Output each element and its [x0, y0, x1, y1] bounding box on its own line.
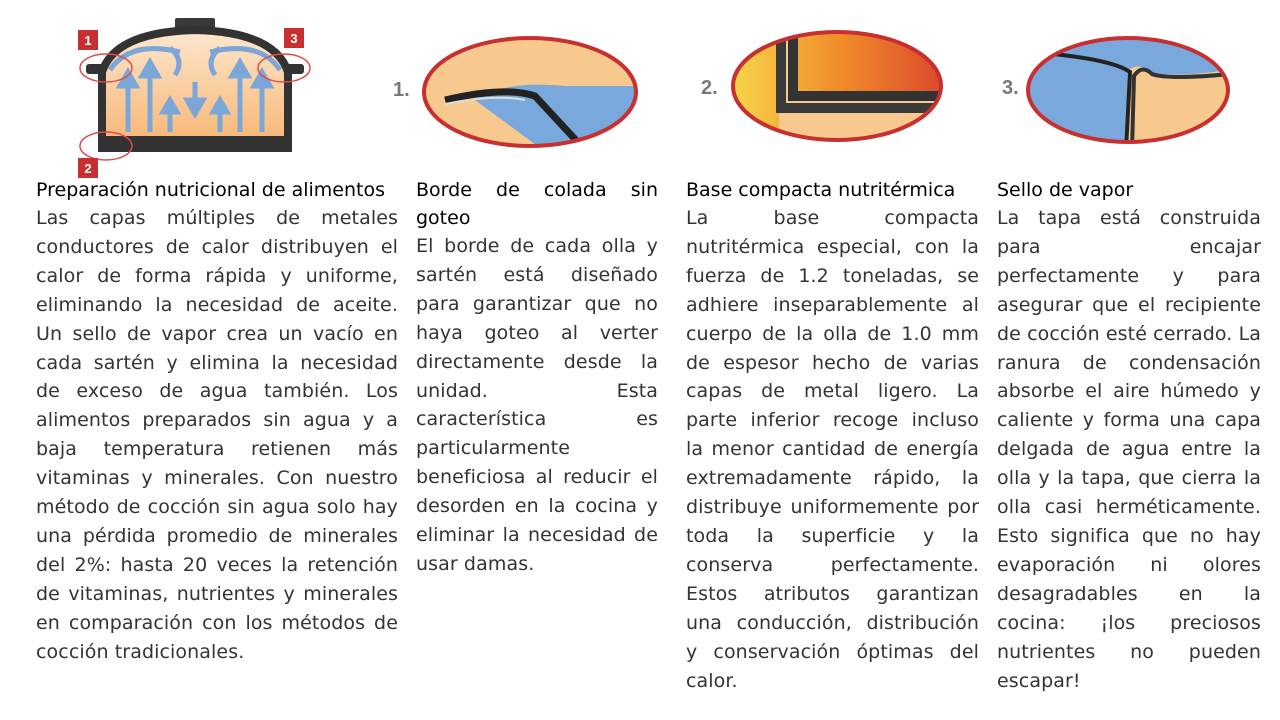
column-title: Base compacta nutritérmica	[686, 179, 956, 201]
column-body: La base compacta nutritérmica especial, con la fuerza de 1.2 toneladas, se adhiere inseparablemente al cuerpo de la olla de 1.0 mm de espesor hecho de varias capas de metal ligero. La parte inferior recoge incluso la menor cantidad de energía extremadamente rápido, la distribuye uniformemente por toda la superficie y la conserva perfectamente. Estos atributos garantizan una conducción, distribución y conservación óptimas del calor.	[686, 207, 979, 692]
step-3-label: 3.	[1002, 77, 1019, 99]
column-title: Sello de vapor	[997, 179, 1134, 201]
badge-1-label: 1	[84, 33, 92, 48]
column-compact-base	[686, 176, 979, 695]
badge-3-label: 3	[290, 31, 298, 46]
step-2-label: 2.	[701, 77, 718, 99]
step-1-label: 1.	[393, 79, 410, 101]
column-body: La tapa está construida para encajar perfectamente y para asegurar que el recipiente de cocción esté cerrado. La ranura de condensación absorbe el aire húmedo y caliente y forma una capa delgada de agua entre la olla y la tapa, que cierra la olla casi herméticamente. Esto significa que no hay evaporación ni olores desagradables en la cocina: ¡los preciosos nutrientes no pueden escapar!	[997, 207, 1261, 692]
base-detail-illustration	[697, 0, 967, 170]
column-body: Las capas múltiples de metales conductores de calor distribuyen el calor de forma rápida y uniforme, eliminando la necesidad de aceite. Un sello de vapor crea un vacío en cada sartén y elimina la necesidad de exceso de agua también. Los alimentos preparados sin agua y a baja temperatura retienen más vitaminas y minerales. Con nuestro método de cocción sin agua solo hay una pérdida promedio de minerales del 2%: hasta 20 veces la retención de vitaminas, nutrientes y minerales en comparación con los métodos de cocción tradicionales.	[36, 207, 398, 663]
pot-diagram	[70, 0, 320, 180]
badge-2-label: 2	[84, 161, 92, 176]
lid-seal-illustration	[1000, 0, 1240, 170]
column-drip-free-rim	[416, 176, 658, 579]
column-title: Borde de colada sin goteo	[416, 179, 658, 229]
column-steam-seal	[997, 176, 1261, 695]
rim-detail-illustration	[385, 0, 655, 170]
column-title: Preparación nutricional de alimentos	[36, 179, 385, 201]
column-body: El borde de cada olla y sartén está diseñado para garantizar que no haya goteo al verter directamente desde la unidad. Esta característica es particularmente beneficiosa al reducir el desorden en la cocina y eliminar la necesidad de usar damas.	[416, 235, 658, 575]
column-nutritional-preparation	[36, 176, 398, 667]
